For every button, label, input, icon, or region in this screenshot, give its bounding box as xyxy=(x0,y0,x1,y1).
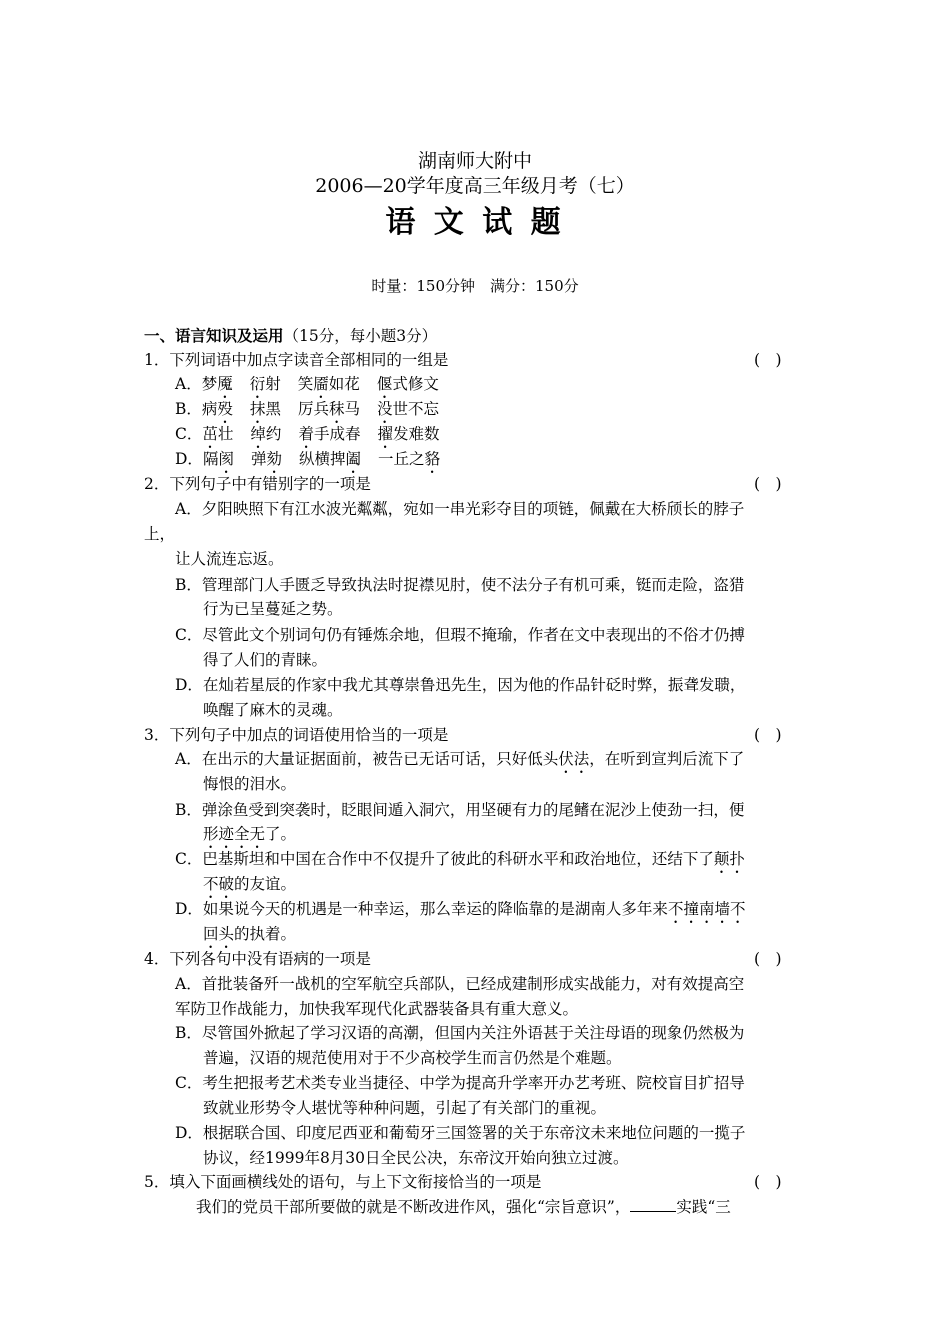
answer-blank-2: ( ) xyxy=(754,475,782,493)
school-name: 湖南师大附中 xyxy=(417,150,532,172)
dotted-word: 不撞南墙不 xyxy=(667,900,746,918)
q3-option-c-line2: 不破的友谊。 xyxy=(203,875,297,893)
q2-option-a-line3: 让人流连忘返。 xyxy=(175,550,284,568)
section-heading xyxy=(144,325,437,347)
dotted-word: 不破 xyxy=(203,875,235,893)
q3-option-b-line1: B．弹涂鱼受到突袭时，眨眼间遁入洞穴，用坚硬有力的尾鳍在泥沙上使劲一扫，便 xyxy=(175,801,745,819)
q4-option-a-line1: A．首批装备歼一战机的空军航空兵部队，已经成建制形成实战能力，对有效提高空 xyxy=(175,975,745,993)
q3-option-d-line1: D．如果说今天的机遇是一种幸运，那么幸运的降临靠的是湖南人多年来不撞南墙不 xyxy=(175,900,746,918)
q3-option-a-line1: A．在出示的大量证据面前，被告已无话可话，只好低头伏法，在听到宣判后流下了 xyxy=(175,750,745,768)
question-3-stem: 3．下列句子中加点的词语使用恰当的一项是 xyxy=(144,726,449,744)
question-4-stem: 4．下列各句中没有语病的一项是 xyxy=(144,950,371,968)
dotted-word: 伏法 xyxy=(558,750,590,768)
q4-option-c-line1: C．考生把报考艺术类专业当捷径、中学为提高升学率开办艺考班、院校盲目扩招导 xyxy=(175,1074,745,1092)
answer-blank-3: ( ) xyxy=(754,726,782,744)
q2-option-c-line1: C．尽管此文个别词句仍有锤炼余地，但瑕不掩瑜，作者在文中表现出的不俗才仍搏 xyxy=(175,626,745,644)
word: 梦魇 xyxy=(201,375,233,393)
q4-option-b-line2: 普遍，汉语的规范使用对于不少高校学生而言仍然是个难题。 xyxy=(203,1049,622,1067)
question-1-stem: 1．下列词语中加点字读音全部相同的一组是 xyxy=(144,351,449,369)
q4-option-b-line1: B．尽管国外掀起了学习汉语的高潮，但国内关注外语甚于关注母语的现象仍然极为 xyxy=(175,1024,745,1042)
question-5-stem: 5．填入下面画横线处的语句，与上下文衔接恰当的一项是 xyxy=(144,1173,542,1191)
q3-option-c-line1: C．巴基斯坦和中国在合作中不仅提升了彼此的科研水平和政治地位，还结下了颠扑 xyxy=(175,850,745,868)
answer-blank-5: ( ) xyxy=(754,1173,782,1191)
q2-option-d-line1: D．在灿若星辰的作家中我尤其尊崇鲁迅先生，因为他的作品针砭时弊，振聋发聩， xyxy=(175,676,746,694)
dotted-word: 颠扑 xyxy=(713,850,745,868)
answer-blank-1: ( ) xyxy=(754,351,782,369)
q1-option-c: C．茁壮 绰约 着手成春 擢发难数 xyxy=(175,425,440,443)
section-note: （15分，每小题3分） xyxy=(283,327,438,345)
answer-blank-4: ( ) xyxy=(754,950,782,968)
q4-option-c-line2: 致就业形势令人堪忧等种种问题，引起了有关部门的重视。 xyxy=(203,1099,607,1117)
q4-option-d-line2: 协议，经1999年8月30日全民公决，东帝汶开始向独立过渡。 xyxy=(203,1149,629,1167)
q2-option-b-line2: 行为已呈蔓延之势。 xyxy=(203,600,343,618)
q2-option-b-line1: B．管理部门人手匮乏导致执法时捉襟见肘，使不法分子有机可乘，铤而走险，盗猎 xyxy=(175,576,745,594)
exam-meta: 时量：150分钟 满分：150分 xyxy=(371,277,579,295)
exam-name: 2006—20学年度高三年级月考（七） xyxy=(315,175,635,197)
q3-option-d-line2: 回头的执着。 xyxy=(203,925,297,943)
question-2-stem: 2．下列句子中有错别字的一项是 xyxy=(144,475,371,493)
dotted-word: 形迹全无 xyxy=(203,825,266,843)
q4-option-d-line1: D．根据联合国、印度尼西亚和葡萄牙三国签署的关于东帝汶未来地位问题的一揽子 xyxy=(175,1124,746,1142)
page-title: 语 文 试 题 xyxy=(385,205,565,240)
q4-option-a-line2: 军防卫作战能力，加快我军现代化武器装备具有重大意义。 xyxy=(175,1000,579,1018)
dotted-word: 回头 xyxy=(203,925,235,943)
section-label: 一、语言知识及运用 xyxy=(144,326,284,345)
q2-option-a-line1: A．夕阳映照下有江水波光粼粼，宛如一串光彩夺目的项链，佩戴在大桥颀长的脖子 xyxy=(175,500,745,518)
q2-option-a-line2: 上， xyxy=(144,525,176,543)
q1-option-d: D．隔阂 弹劾 纵横捭阖 一丘之貉 xyxy=(175,450,441,468)
q2-option-c-line2: 得了人们的青睐。 xyxy=(203,651,328,669)
q3-option-a-line2: 悔恨的泪水。 xyxy=(203,775,297,793)
q3-option-b-line2: 形迹全无了。 xyxy=(203,825,297,843)
q5-passage-line1: 我们的党员干部所要做的就是不断改进作风，强化“宗旨意识”， 实践“三 xyxy=(196,1198,731,1216)
q1-option-b: B．病殁 抹黑 厉兵秣马 没世不忘 xyxy=(175,400,440,418)
q2-option-d-line2: 唤醒了麻木的灵魂。 xyxy=(203,701,343,719)
q1-option-a: A．梦魇 衍射 笑靥如花 偃式修文 xyxy=(175,375,439,393)
fill-in-blank xyxy=(630,1197,676,1212)
